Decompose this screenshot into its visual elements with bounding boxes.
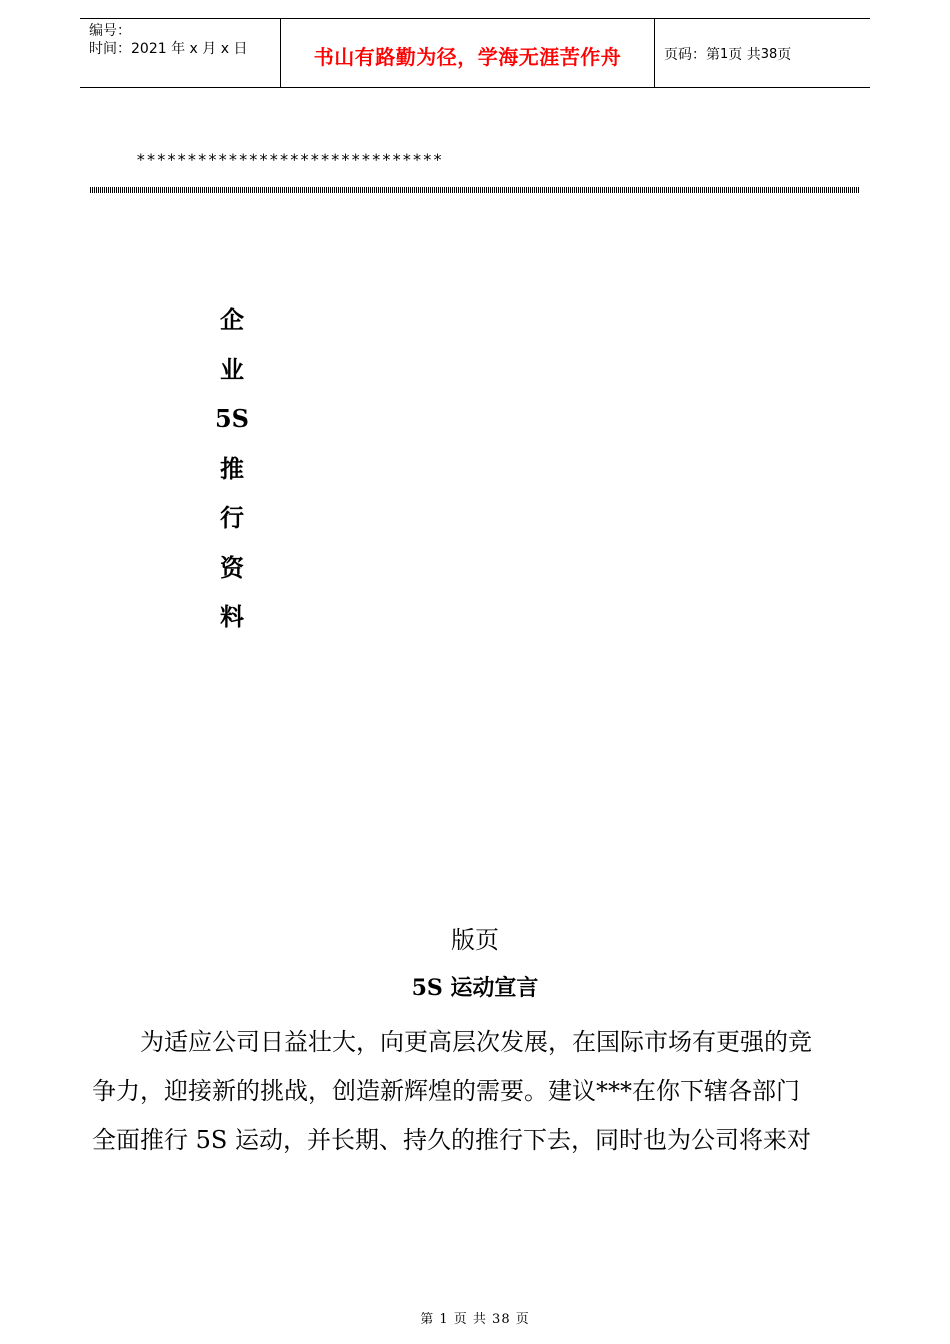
vertical-title-char: 推 <box>220 453 244 483</box>
vertical-title-char: 资 <box>220 552 244 582</box>
paragraph-line: 全面推行 5S 运动，并长期、持久的推行下去，同时也为公司将来对 <box>92 1126 811 1154</box>
paragraph-line: 为适应公司日益壮大，向更高层次发展，在国际市场有更强的竞 <box>140 1028 812 1056</box>
header-meta-cell <box>80 19 281 87</box>
page-footer: 第 1 页 共 38 页 <box>420 1312 530 1327</box>
vertical-title-char: 5S <box>214 404 250 433</box>
section-title: 5S 运动宣言 <box>411 975 539 1001</box>
vertical-title-char: 行 <box>220 503 244 532</box>
number-label: 编号： <box>89 23 131 39</box>
header-table <box>80 18 870 88</box>
vertical-title <box>212 300 252 647</box>
page-label-pre: 页码：第 <box>664 47 720 63</box>
vertical-title-char: 企 <box>220 305 244 334</box>
header-motto-cell <box>281 19 655 87</box>
time-label: 时间：2021 年 x 月 x 日 <box>89 41 248 57</box>
page-current: 1 <box>720 46 729 62</box>
vertical-title-char: 料 <box>220 602 244 631</box>
body-paragraph <box>92 1018 862 1165</box>
paragraph-line: 争力，迎接新的挑战，创造新辉煌的需要。建议***在你下辖各部门 <box>92 1077 800 1105</box>
header-page-cell <box>655 19 870 87</box>
banye-heading: 版页 <box>451 926 499 954</box>
page-label-post: 页 <box>777 47 792 63</box>
motto-text: 书山有路勤为径，学海无涯苦作舟 <box>313 44 622 69</box>
vertical-title-char: 业 <box>220 354 244 384</box>
page-label-mid: 页 共 <box>728 47 761 63</box>
hatched-rule <box>90 187 860 193</box>
star-divider: ****************************** <box>136 150 443 169</box>
page-total: 38 <box>760 46 778 62</box>
